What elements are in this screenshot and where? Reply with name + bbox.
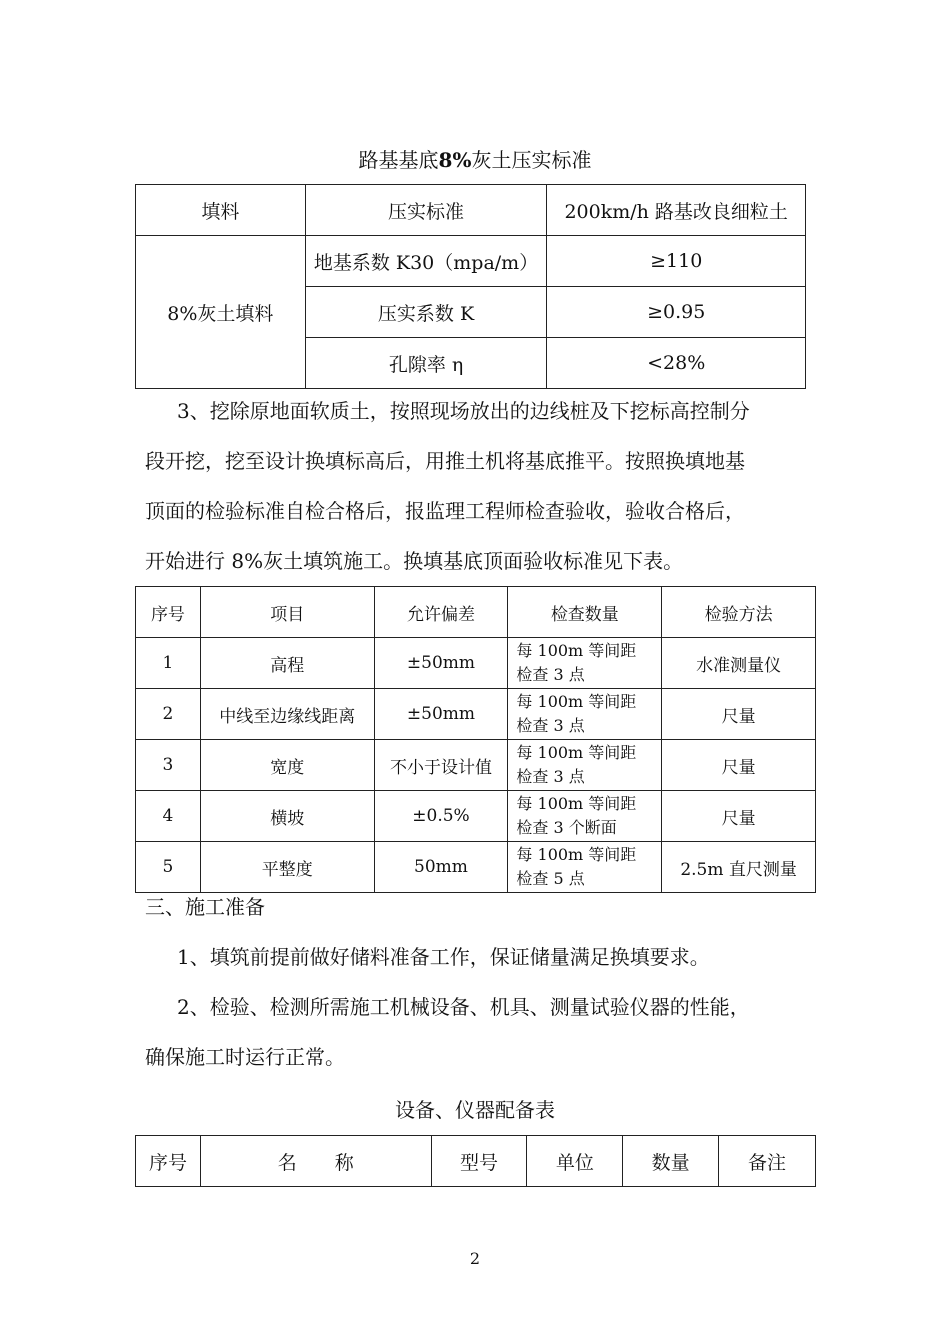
table3-title: 设备、仪器配备表 [395,1098,555,1122]
header-cell: 填料 [136,185,306,236]
paragraph-line: 3、挖除原地面软质土，按照现场放出的边线桩及下挖标高控制分 [177,399,750,423]
table-row [136,689,816,740]
paragraph-line: 顶面的检验标准自检合格后，报监理工程师检查验收，验收合格后， [145,499,745,523]
table1-title [0,144,950,173]
paragraph-line: 确保施工时运行正常。 [145,1045,345,1069]
item-cell: 宽度 [200,740,374,791]
prep-paragraph-1: 1、填筑前提前做好储料准备工作，保证储量满足换填要求。 [177,945,710,969]
header-cell: 检验方法 [662,587,816,638]
value-cell: <28% [547,338,806,389]
table-row [136,740,816,791]
header-cell: 名 称 [200,1136,431,1187]
count-line: 每 100m 等间距 [516,692,637,711]
header-cell: 数量 [623,1136,719,1187]
paragraph-line: 开始进行 8%灰土填筑施工。换填基底顶面验收标准见下表。 [145,549,684,573]
count-cell [508,689,662,740]
count-cell [508,638,662,689]
title-bold: 8% [438,148,472,172]
count-line: 检查 5 点 [516,869,585,888]
title-suffix: 灰土压实标准 [471,148,592,172]
method-cell: 2.5m 直尺测量 [662,842,816,893]
header-cell: 序号 [136,1136,201,1187]
acceptance-standard-table [135,586,816,893]
no-cell: 2 [136,689,201,740]
compaction-standard-table [135,184,806,389]
count-line: 每 100m 等间距 [516,743,637,762]
item-cell: 压实系数 K [305,287,547,338]
paragraph-3 [145,386,815,586]
count-cell [508,791,662,842]
count-line: 检查 3 点 [516,716,585,735]
item-cell: 孔隙率 η [305,338,547,389]
header-cell: 序号 [136,587,201,638]
table-row [136,638,816,689]
header-cell: 备注 [719,1136,816,1187]
fill-name-cell: 8%灰土填料 [136,236,306,389]
count-line: 检查 3 个断面 [516,818,617,837]
section-heading: 三、施工准备 [145,895,265,919]
method-cell: 水准测量仪 [662,638,816,689]
paragraph-line: 2、检验、检测所需施工机械设备、机具、测量试验仪器的性能， [177,995,750,1019]
tolerance-cell: ±50mm [374,689,508,740]
count-line: 每 100m 等间距 [516,794,637,813]
tolerance-cell: ±50mm [374,638,508,689]
header-cell: 型号 [431,1136,527,1187]
header-cell: 项目 [200,587,374,638]
paragraph-line: 段开挖，挖至设计换填标高后，用推土机将基底推平。按照换填地基 [145,449,745,473]
method-cell: 尺量 [662,791,816,842]
header-cell: 允许偏差 [374,587,508,638]
table-header-row [136,587,816,638]
no-cell: 4 [136,791,201,842]
count-line: 检查 3 点 [516,665,585,684]
no-cell: 5 [136,842,201,893]
method-cell: 尺量 [662,740,816,791]
tolerance-cell: 不小于设计值 [374,740,508,791]
count-line: 每 100m 等间距 [516,641,637,660]
table-row [136,791,816,842]
no-cell: 3 [136,740,201,791]
title-prefix: 路基基底 [358,148,439,172]
header-cell: 压实标准 [305,185,547,236]
table-header-row [136,1136,816,1187]
header-cell: 200km/h 路基改良细粒土 [547,185,806,236]
method-cell: 尺量 [662,689,816,740]
tolerance-cell: ±0.5% [374,791,508,842]
item-cell: 高程 [200,638,374,689]
prep-paragraph-2 [145,982,815,1082]
item-cell: 中线至边缘线距离 [200,689,374,740]
item-cell: 地基系数 K30（mpa/m） [305,236,547,287]
item-cell: 平整度 [200,842,374,893]
equipment-table [135,1135,816,1187]
value-cell: ≥110 [547,236,806,287]
header-cell: 检查数量 [508,587,662,638]
header-cell: 单位 [527,1136,623,1187]
value-cell: ≥0.95 [547,287,806,338]
table-header-row [136,185,806,236]
no-cell: 1 [136,638,201,689]
item-cell: 横坡 [200,791,374,842]
tolerance-cell: 50mm [374,842,508,893]
table-row [136,236,806,287]
count-line: 检查 3 点 [516,767,585,786]
count-cell [508,740,662,791]
count-line: 每 100m 等间距 [516,845,637,864]
page-number: 2 [469,1249,481,1268]
